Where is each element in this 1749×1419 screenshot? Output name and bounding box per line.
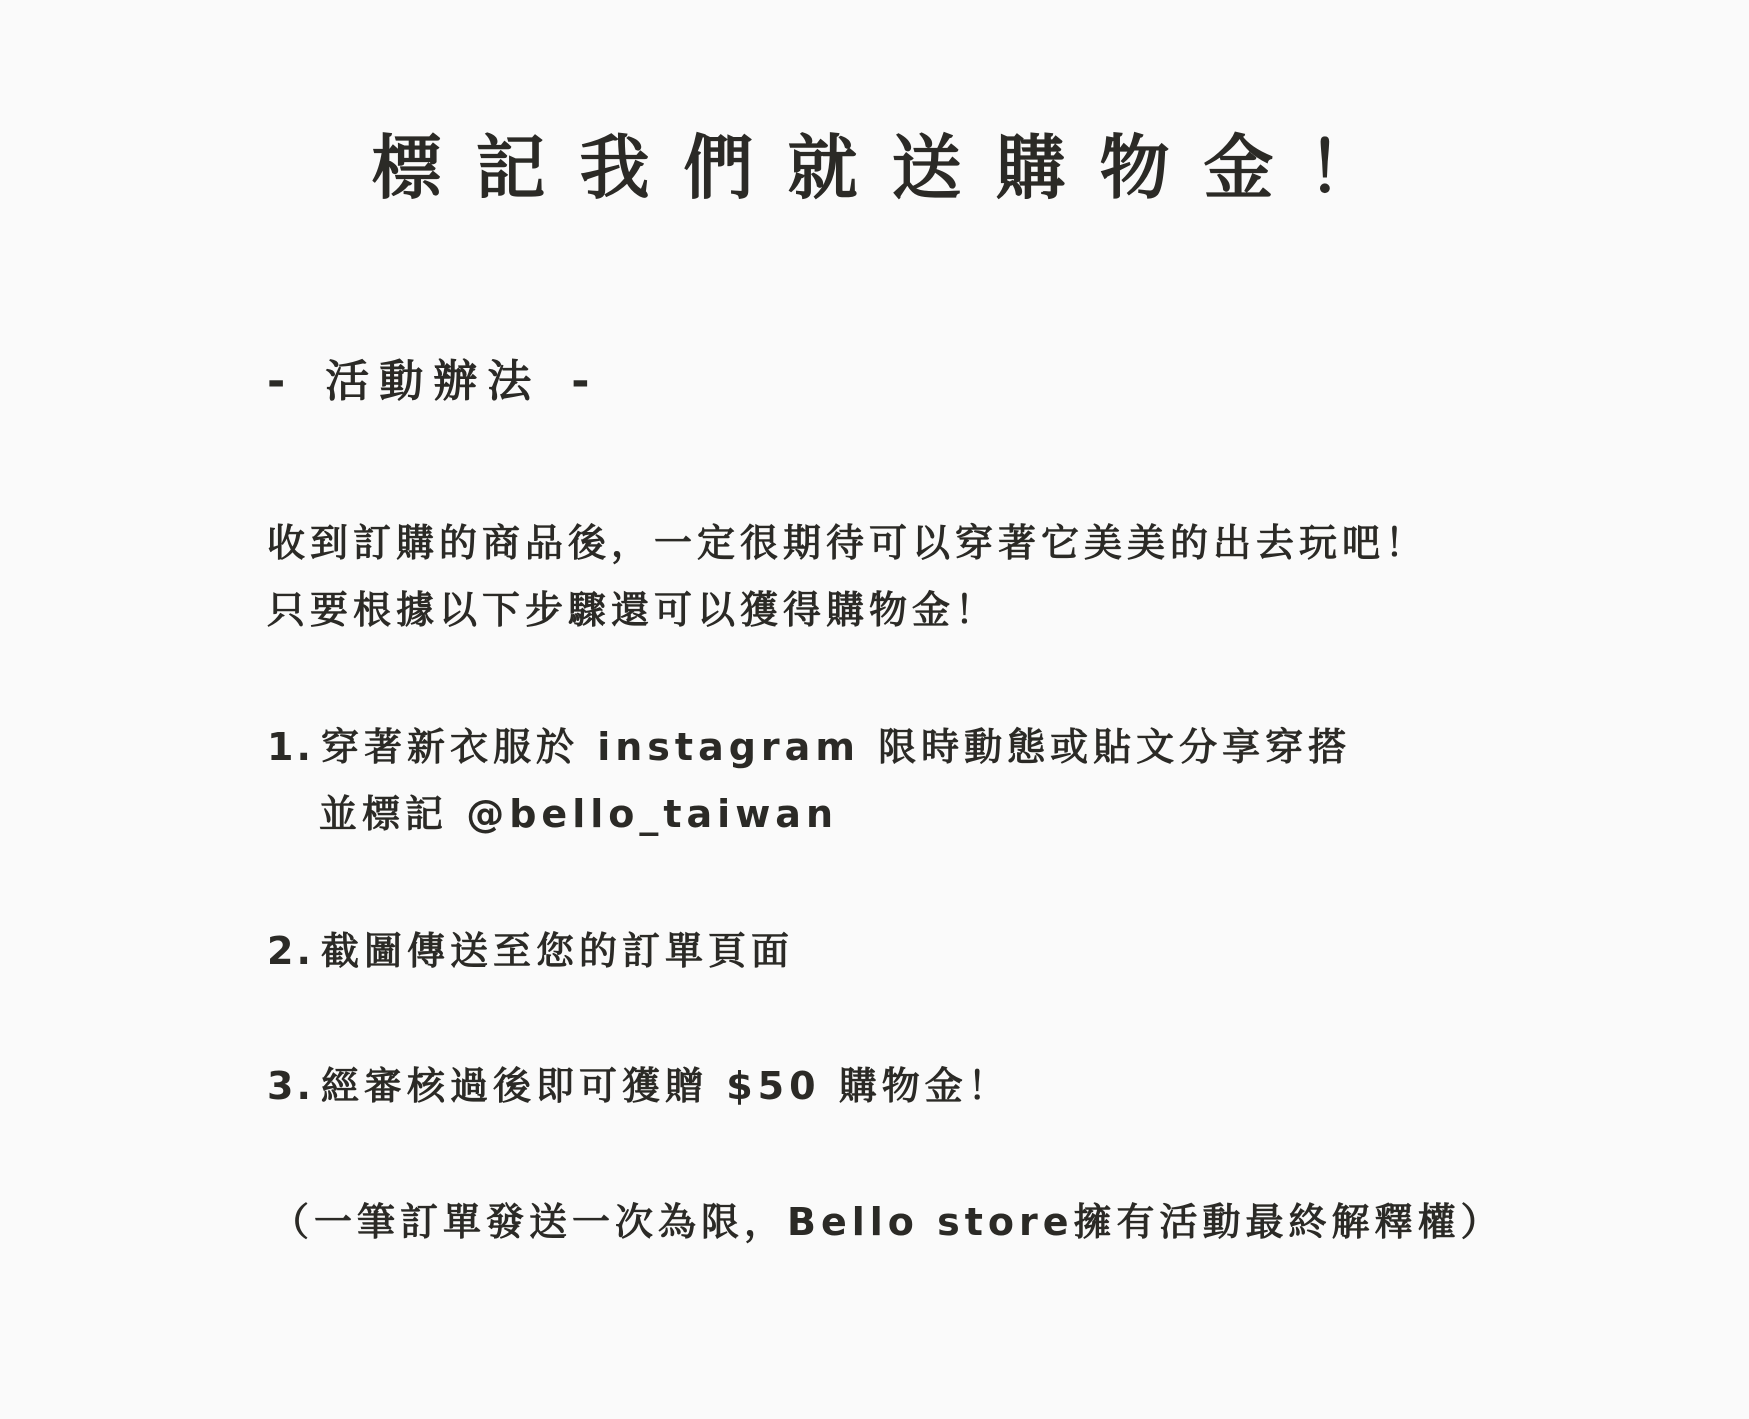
- step-1: [267, 721, 1351, 773]
- step-text: 截圖傳送至您的訂單頁面: [321, 929, 795, 973]
- step-1-continued: 並標記 @bello_taiwan: [319, 792, 838, 836]
- section-heading: [267, 356, 600, 408]
- step-number: 3.: [267, 1064, 314, 1108]
- step-3: [267, 1060, 1011, 1112]
- intro-line-2: 只要根據以下步驟還可以獲得購物金！: [267, 588, 999, 632]
- step-number: 2.: [267, 929, 314, 973]
- heading-dash-left: -: [267, 356, 296, 407]
- step-2: [267, 925, 794, 977]
- terms-note: （一筆訂單發送一次為限，Bello store擁有活動最終解釋權）: [271, 1200, 1504, 1244]
- section-heading-label: 活動辦法: [325, 356, 542, 407]
- step-number: 1.: [267, 725, 314, 769]
- heading-dash-right: -: [571, 356, 600, 407]
- intro-line-1: 收到訂購的商品後，一定很期待可以穿著它美美的出去玩吧！: [267, 521, 1429, 565]
- step-text: 經審核過後即可獲贈 $50 購物金！: [321, 1064, 1011, 1108]
- step-text: 穿著新衣服於 instagram 限時動態或貼文分享穿搭: [321, 725, 1352, 769]
- page-title: 標記我們就送購物金！: [371, 127, 1412, 209]
